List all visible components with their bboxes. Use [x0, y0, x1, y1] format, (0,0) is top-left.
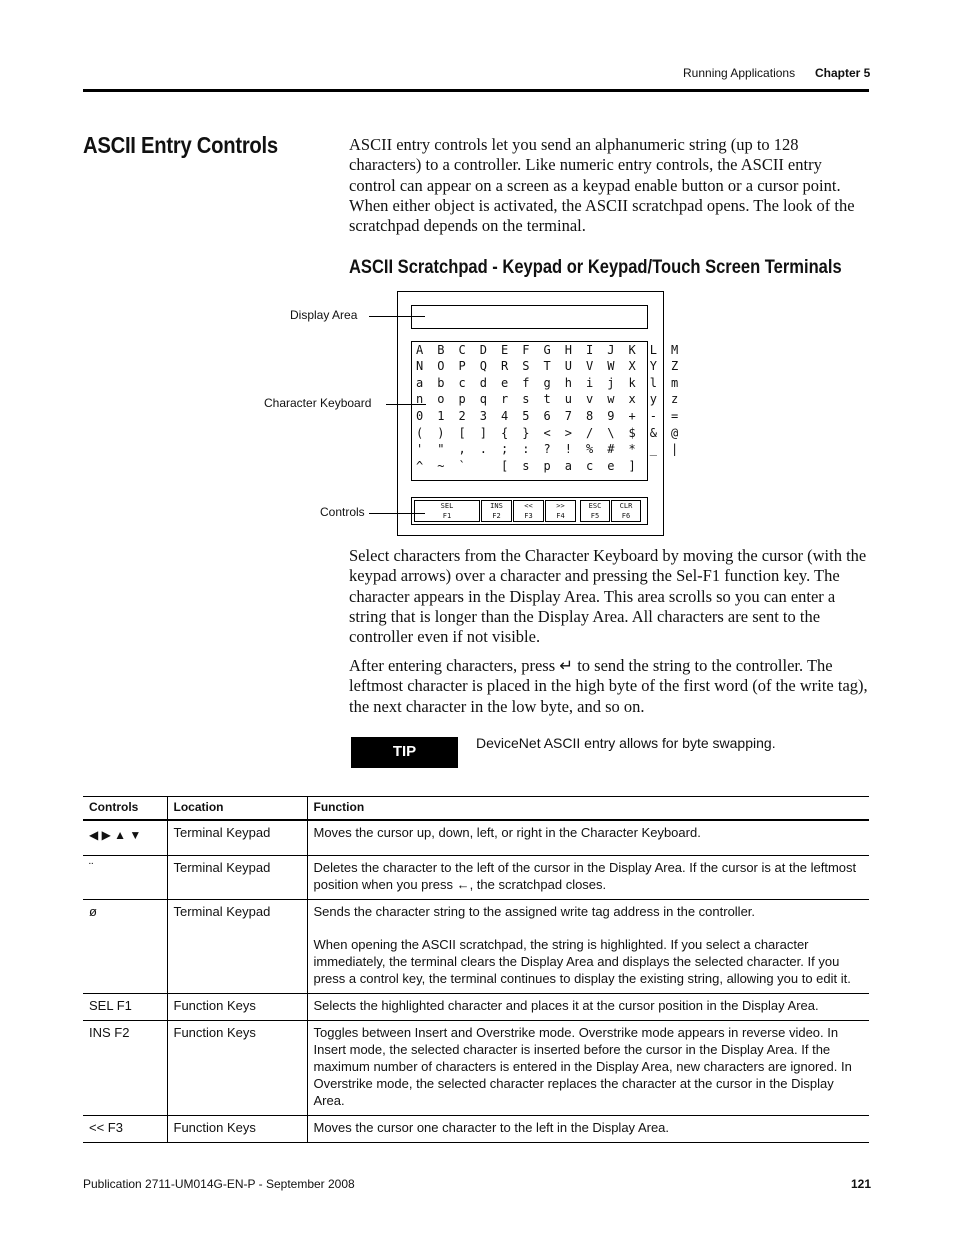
function-cell: Selects the highlighted character and places it at the cursor position in the Display Area.: [307, 994, 869, 1021]
display-area: [411, 305, 648, 329]
function-cell: Toggles between Insert and Overstrike mode. Overstrike mode appears in reverse video. In Insert mode, the selected character is inserted before the cursor in the Display Area. If the maximum number of characters is entered in the Display Area, new characters are ignored. In Overstrike mode, the selected character replaces the character at the cursor in the Display Area.: [307, 1021, 869, 1116]
character-keyboard: [411, 341, 682, 481]
table-row: [83, 1116, 869, 1143]
location-cell: Function Keys: [167, 1116, 307, 1143]
function-cell: [307, 900, 869, 994]
column-header: Controls: [83, 797, 167, 821]
tip-label: TIP: [351, 737, 458, 768]
control-cell: ◀ ▶ ▲ ▼: [83, 820, 167, 856]
location-cell: Terminal Keypad: [167, 900, 307, 994]
keyboard-row: a b c d e f g h i j k l m: [416, 376, 682, 390]
clr-f6-key: CLR F6: [611, 500, 641, 522]
keyboard-row: N O P Q R S T U V W X Y Z: [416, 359, 682, 373]
control-cell: SEL F1: [83, 994, 167, 1021]
page-number: 121: [851, 1177, 872, 1191]
control-cell: << F3: [83, 1116, 167, 1143]
select-characters-paragraph: Select characters from the Character Keyboard by moving the cursor (with the keypad arrows) over a character and pressing the Sel-F1 function key. The character appears in the Display Area. This area scrolls so you can enter a string that is longer than the Display Area. All characters are sent to the controller even if not visible.: [349, 546, 867, 647]
controls-table: [83, 796, 869, 1143]
table-row: [83, 820, 869, 856]
running-header-section: Running Applications: [683, 66, 796, 80]
location-cell: Terminal Keypad: [167, 856, 307, 900]
page-title: ASCII Entry Controls: [83, 132, 278, 158]
header-rule: [83, 89, 869, 92]
table-row: [83, 994, 869, 1021]
right-f4-key: >> F4: [545, 500, 576, 522]
control-keys: [411, 497, 648, 525]
table-row: [83, 900, 869, 994]
function-cell: Moves the cursor one character to the left in the Display Area.: [307, 1116, 869, 1143]
location-cell: Function Keys: [167, 1021, 307, 1116]
running-header-chapter: Chapter 5: [815, 66, 871, 80]
tip-text: DeviceNet ASCII entry allows for byte swapping.: [476, 735, 776, 751]
intro-paragraph: ASCII entry controls let you send an alphanumeric string (up to 128 characters) to a controller. Like numeric entry controls, the ASCII entry control can appear on a screen as a keypad enable button or a cursor point. When either object is activated, the ASCII scratchpad opens. The look of the scratchpad depends on the terminal.: [349, 135, 855, 236]
keyboard-row: ^ ~ ` [ s p a c e ]: [416, 459, 640, 473]
section-subtitle: ASCII Scratchpad - Keypad or Keypad/Touch Screen Terminals: [349, 257, 842, 278]
location-cell: Function Keys: [167, 994, 307, 1021]
function-cell: Moves the cursor up, down, left, or right in the Character Keyboard.: [307, 820, 869, 856]
after-entering-paragraph: After entering characters, press ↵ to send the string to the controller. The leftmost character is placed in the high byte of the first word (of the write tag), the next character in the low byte, and so on.: [349, 656, 868, 716]
function-text: Sends the character string to the assigned write tag address in the controller.: [313, 904, 756, 919]
control-cell: INS F2: [83, 1021, 167, 1116]
sel-f1-key: SEL F1: [414, 500, 480, 522]
esc-f5-key: ESC F5: [580, 500, 610, 522]
control-cell: ¨: [83, 856, 167, 900]
column-header: Function: [307, 797, 869, 821]
function-text: When opening the ASCII scratchpad, the string is highlighted. If you select a character immediately, the terminal clears the Display Area and displays the selected character. If you press a control key, the terminal continues to display the existing string, allowing you to edit it.: [313, 937, 851, 986]
control-cell: ø: [83, 900, 167, 994]
keyboard-row: ( ) [ ] { } < > / \ $ & @: [416, 426, 682, 440]
keyboard-row: n o p q r s t u v w x y z: [416, 392, 682, 406]
left-f3-key: << F3: [513, 500, 544, 522]
callout-character-keyboard: Character Keyboard: [264, 396, 372, 410]
keyboard-row: ' " , . ; : ? ! % # * _ |: [416, 442, 682, 456]
keyboard-row: A B C D E F G H I J K L M: [416, 343, 682, 357]
keyboard-row: 0 1 2 3 4 5 6 7 8 9 + - =: [416, 409, 682, 423]
function-cell: Deletes the character to the left of the cursor in the Display Area. If the cursor is at the leftmost position when you press ←, the scratchpad closes.: [307, 856, 869, 900]
publication-footer: Publication 2711-UM014G-EN-P - September 2008: [83, 1177, 355, 1191]
location-cell: Terminal Keypad: [167, 820, 307, 856]
ins-f2-key: INS F2: [481, 500, 512, 522]
column-header: Location: [167, 797, 307, 821]
table-row: [83, 1021, 869, 1116]
callout-display-area: Display Area: [290, 308, 358, 322]
table-header-row: [83, 797, 869, 821]
table-row: [83, 856, 869, 900]
callout-controls: Controls: [320, 505, 365, 519]
